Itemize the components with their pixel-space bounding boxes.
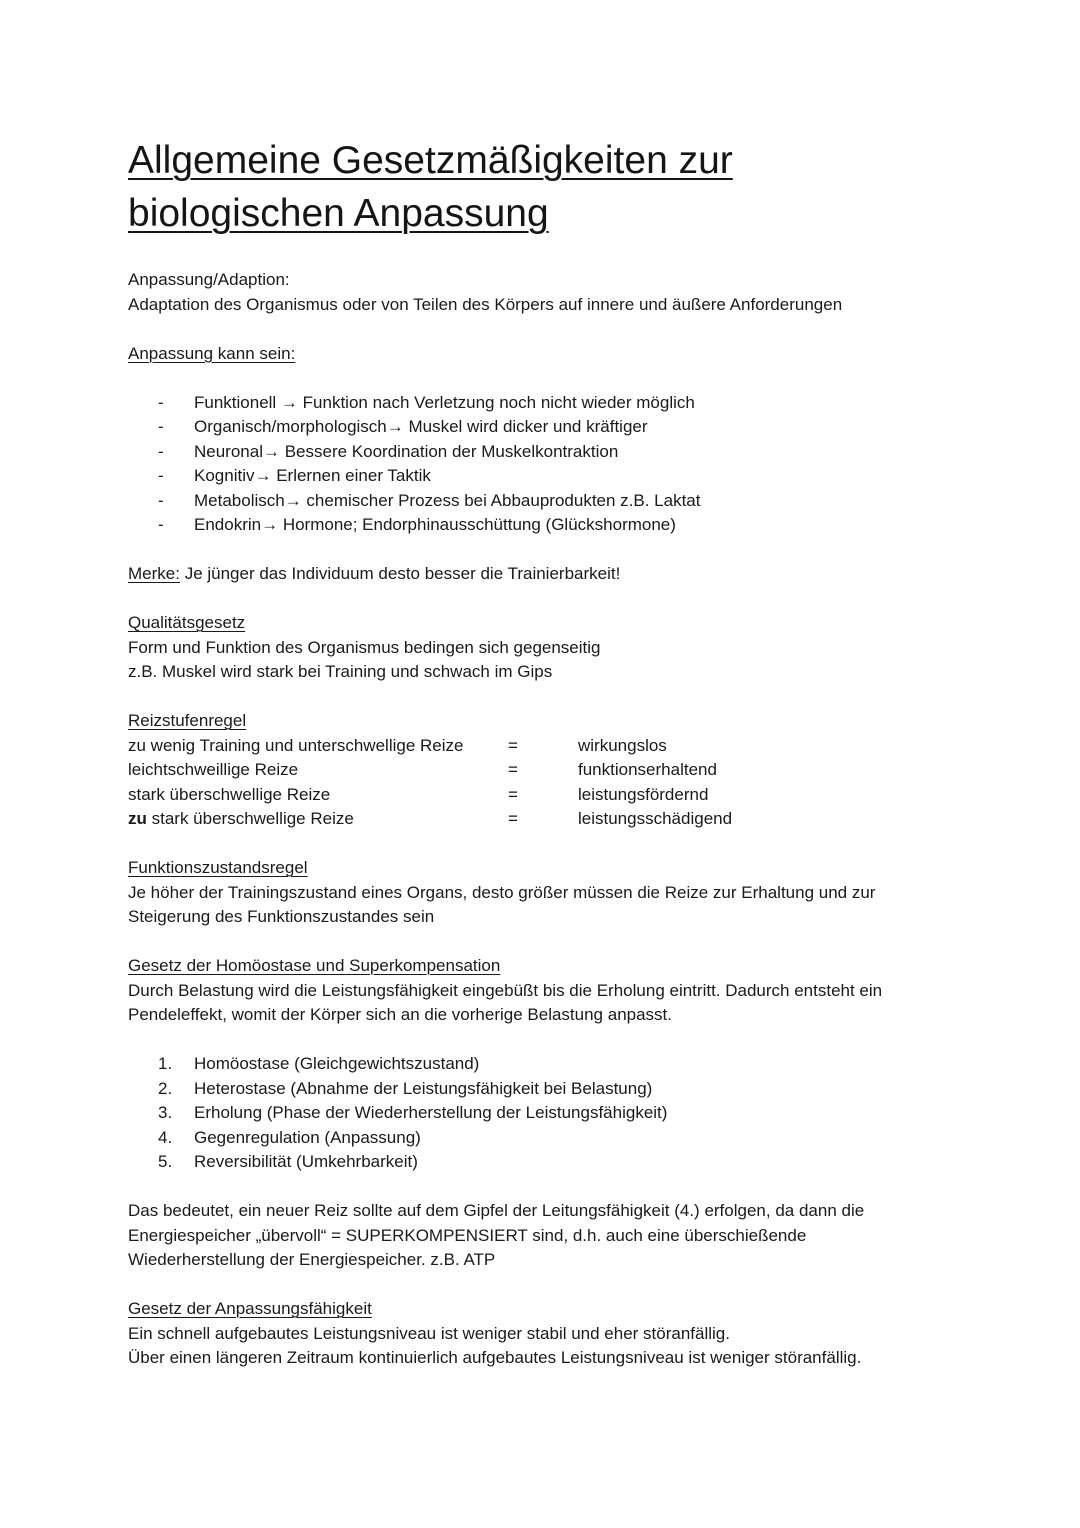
homoeostase-steps: [128, 1052, 948, 1175]
rule-condition-text: leichtschweillige Reize: [128, 760, 299, 779]
funktionszustandsregel-text: Je höher der Trainingszustand eines Organs, desto größer müssen die Reize zur Erhaltung und zur Steigerung des Funktionszustandes sein: [128, 882, 876, 926]
step-text: Heterostase (Abnahme der Leistungsfähigkeit bei Belastung): [194, 1078, 653, 1098]
reizstufenregel-heading: Reizstufenregel: [128, 711, 247, 730]
homoeostase-heading: Gesetz der Homöostase und Superkompensation: [128, 956, 501, 975]
equals-sign: =: [508, 735, 518, 755]
title-line-1: Allgemeine Gesetzmäßigkeiten zur: [128, 139, 733, 182]
list-item-text: Organisch/morphologisch→ Muskel wird dicker und kräftiger: [194, 417, 648, 436]
dash-bullet: -: [158, 417, 164, 436]
anpassungsfaehigkeit-line-1: Ein schnell aufgebautes Leistungsniveau ist weniger stabil und eher störanfällig.: [128, 1323, 730, 1343]
homoeostase-text: Durch Belastung wird die Leistungsfähigkeit eingebüßt bis die Erholung eintritt. Dadurch entsteht ein Pendeleffekt, womit der Körper sich an die vorherige Belastung anpasst.: [128, 980, 883, 1024]
step-number: 5.: [158, 1152, 173, 1171]
step-number: 2.: [158, 1078, 173, 1098]
rule-condition-text: zu wenig Training und unterschwellige Reize: [128, 735, 464, 755]
list-item: [128, 440, 948, 465]
table-row: [128, 758, 948, 783]
rule-effect: funktionserhaltend: [578, 760, 717, 779]
list-item-text: Kognitiv→ Erlernen einer Taktik: [194, 466, 431, 485]
list-item: [128, 415, 948, 440]
step-number: 1.: [158, 1054, 173, 1073]
qualitaetsgesetz-section: [128, 611, 948, 685]
dash-bullet: -: [158, 515, 164, 534]
page-title: [128, 134, 948, 240]
rule-condition: [128, 807, 508, 832]
rule-effect: leistungsschädigend: [578, 809, 733, 828]
table-row: [128, 807, 948, 832]
rule-effect: leistungsfördernd: [578, 784, 709, 804]
adaption-label: Anpassung/Adaption:: [128, 270, 290, 289]
adaption-text: Adaptation des Organismus oder von Teilen des Körpers auf innere und äußere Anforderungen: [128, 294, 843, 314]
rule-condition: [128, 758, 508, 783]
list-item-text: Metabolisch→ chemischer Prozess bei Abbauprodukten z.B. Laktat: [194, 490, 701, 510]
anpassung-types-section: [128, 342, 948, 538]
dash-bullet: -: [158, 392, 164, 412]
merke-note: [128, 562, 948, 587]
step-text: Erholung (Phase der Wiederherstellung der Leistungsfähigkeit): [194, 1103, 668, 1122]
step-number: 4.: [158, 1127, 173, 1147]
anpassung-types-heading: Anpassung kann sein:: [128, 343, 296, 363]
list-item: [128, 464, 948, 489]
adaption-section: [128, 268, 948, 317]
anpassung-types-list: [128, 391, 948, 538]
step-text: Reversibilität (Umkehrbarkeit): [194, 1152, 418, 1171]
list-item: [128, 1101, 948, 1126]
merke-text: Je jünger das Individuum desto besser die Trainierbarkeit!: [179, 564, 621, 583]
step-text: Homöostase (Gleichgewichtszustand): [194, 1054, 480, 1073]
anpassungsfaehigkeit-heading: Gesetz der Anpassungsfähigkeit: [128, 1299, 372, 1318]
rule-effect: wirkungslos: [578, 735, 667, 755]
dash-bullet: -: [158, 466, 164, 485]
rule-condition-text: stark überschwellige Reize: [128, 784, 331, 804]
list-item-text: Funktionell → Funktion nach Verletzung noch nicht wieder möglich: [194, 392, 695, 412]
list-item: [128, 489, 948, 514]
superkompensation-conclusion: Das bedeutet, ein neuer Reiz sollte auf dem Gipfel der Leitungsfähigkeit (4.) erfolgen, da dann die Energiespeicher „übervoll“ = SUPERKOMPENSIERT sind, d.h. auch eine überschießende Wiederherstellung der Energiespeicher. z.B. ATP: [128, 1201, 865, 1269]
funktionszustandsregel-section: [128, 856, 948, 930]
dash-bullet: -: [158, 490, 164, 510]
list-item: [128, 513, 948, 538]
table-row: [128, 783, 948, 808]
rule-condition: [128, 783, 508, 808]
document-page: [128, 134, 948, 1371]
rule-condition: [128, 734, 508, 759]
equals-sign: =: [508, 809, 518, 828]
list-item: [128, 1126, 948, 1151]
step-number: 3.: [158, 1103, 173, 1122]
list-item-text: Neuronal→ Bessere Koordination der Muskelkontraktion: [194, 441, 619, 461]
title-line-2: biologischen Anpassung: [128, 192, 549, 235]
list-item: [128, 1077, 948, 1102]
reizstufenregel-section: [128, 709, 948, 832]
merke-label: Merke:: [128, 564, 180, 583]
list-item: [128, 1150, 948, 1175]
rule-prefix: zu: [128, 809, 147, 828]
list-item: [128, 1052, 948, 1077]
dash-bullet: -: [158, 441, 164, 461]
funktionszustandsregel-heading: Funktionszustandsregel: [128, 858, 308, 877]
rule-condition-text: stark überschwellige Reize: [146, 809, 354, 828]
anpassungsfaehigkeit-line-2: Über einen längeren Zeitraum kontinuierlich aufgebautes Leistungsniveau ist weniger störanfällig.: [128, 1348, 862, 1367]
list-item-text: Endokrin→ Hormone; Endorphinausschüttung (Glückshormone): [194, 515, 676, 534]
step-text: Gegenregulation (Anpassung): [194, 1127, 421, 1147]
equals-sign: =: [508, 784, 518, 804]
qualitaetsgesetz-line-1: Form und Funktion des Organismus bedingen sich gegenseitig: [128, 637, 601, 657]
list-item: [128, 391, 948, 416]
qualitaetsgesetz-heading: Qualitätsgesetz: [128, 613, 246, 632]
equals-sign: =: [508, 760, 518, 779]
qualitaetsgesetz-line-2: z.B. Muskel wird stark bei Training und schwach im Gips: [128, 662, 553, 681]
homoeostase-section: [128, 954, 948, 1273]
anpassungsfaehigkeit-section: [128, 1297, 948, 1371]
table-row: [128, 734, 948, 759]
